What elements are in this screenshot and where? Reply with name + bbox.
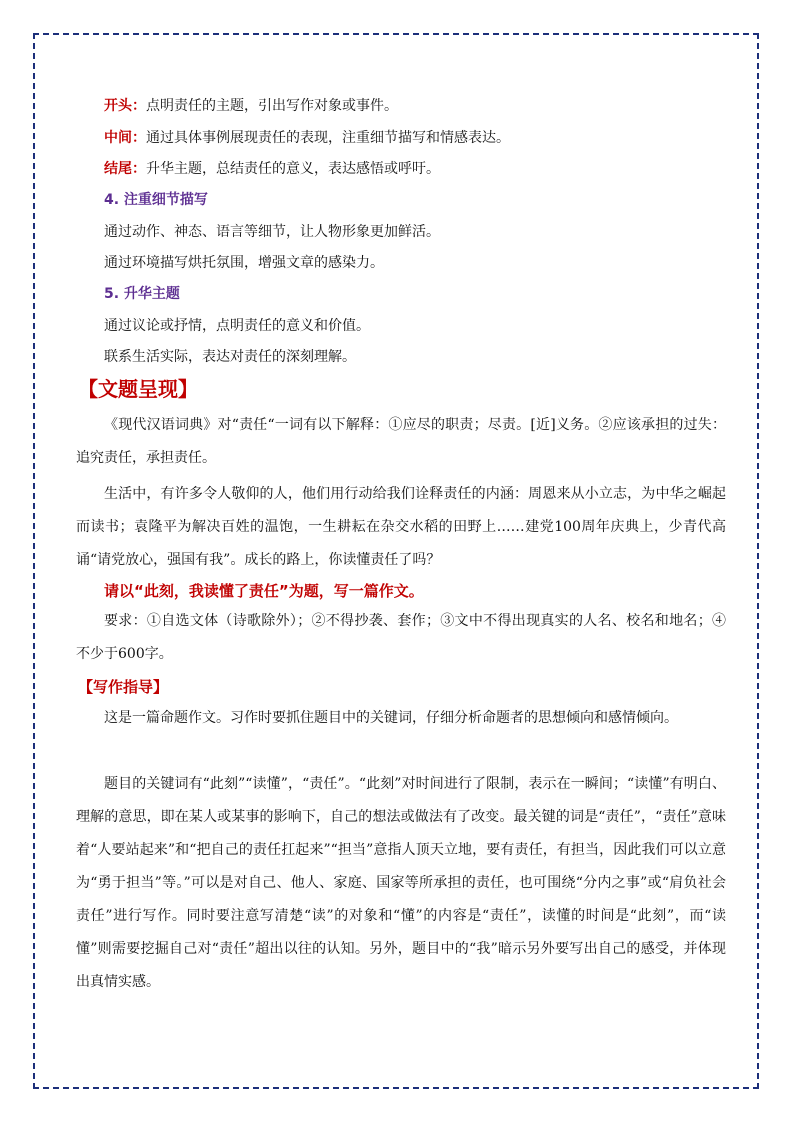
section5-line-2: 联系生活实际，表达对责任的深刻理解。 (104, 349, 356, 365)
section5-line-1: 通过议论或抒情，点明责任的意义和价值。 (104, 318, 370, 334)
wenti-heading: 【文题呈现】 (78, 377, 198, 401)
structure-opening: 开头：点明责任的主题，引出写作对象或事件。 (104, 98, 398, 114)
guide-paragraph-2: 题目的关键词有“此刻”“读懂”，“责任”。“此刻”对时间进行了限制，表示在一瞬间；“读懂”有明白、理解的意思，即在某人或某事的影响下，自己的想法或做法有了改变。最关键的词是“责任”，“责任”意味着“人要站起来”和“把自己的责任扛起来”“担当”意指人顶天立地，要有责任，有担当，因此我们可以立意为“勇于担当”等。”可以是对自己、他人、家庭、国家等所承担的责任，也可围绕“分内之事”或“肩负社会责任”进行写作。同时要注意写清楚“读”的对象和“懂”的内容是“责任”，读懂的时间是“此刻”，而“读懂”则需要挖掘自己对“责任”超出以往的认知。另外，题目中的“我”暗示另外要写出自己的感受，并体现出真情实感。 (76, 776, 726, 990)
section4-line-1: 通过动作、神态、语言等细节，让人物形象更加鲜活。 (104, 224, 440, 240)
structure-middle: 中间：通过具体事例展现责任的表现，注重细节描写和情感表达。 (104, 130, 510, 146)
guide-paragraph-1: 这是一篇命题作文。习作时要抓住题目中的关键词，仔细分析命题者的思想倾向和感情倾向。 (104, 710, 678, 726)
structure-ending: 结尾：升华主题，总结责任的意义，表达感悟或呼吁。 (104, 161, 440, 177)
wenti-paragraph-2: 生活中，有许多令人敬仰的人，他们用行动给我们诠释责任的内涵：周恩来从小立志，为中华之崛起而读书；袁隆平为解决百姓的温饱，一生耕耘在杂交水稻的田野上……建党100周年庆典上，少青代高诵“请党放心，强国有我”。成长的路上，你读懂责任了吗？ (76, 486, 726, 568)
section5-heading: 5. 升华主题 (104, 286, 180, 302)
wenti-prompt: 请以“此刻，我读懂了责任”为题，写一篇作文。 (104, 582, 424, 600)
guide-heading: 【写作指导】 (78, 678, 169, 696)
wenti-requirements: 要求：①自选文体（诗歌除外）；②不得抄袭、套作；③文中不得出现真实的人名、校名和地名；④不少于600字。 (76, 613, 726, 662)
section4-line-2: 通过环境描写烘托氛围，增强文章的感染力。 (104, 255, 384, 271)
wenti-paragraph-1: 《现代汉语词典》对“责任“一词有以下解释：①应尽的职责；尽责。[近]义务。②应该承担的过失：追究责任，承担责任。 (76, 417, 726, 466)
section4-heading: 4. 注重细节描写 (104, 192, 208, 208)
